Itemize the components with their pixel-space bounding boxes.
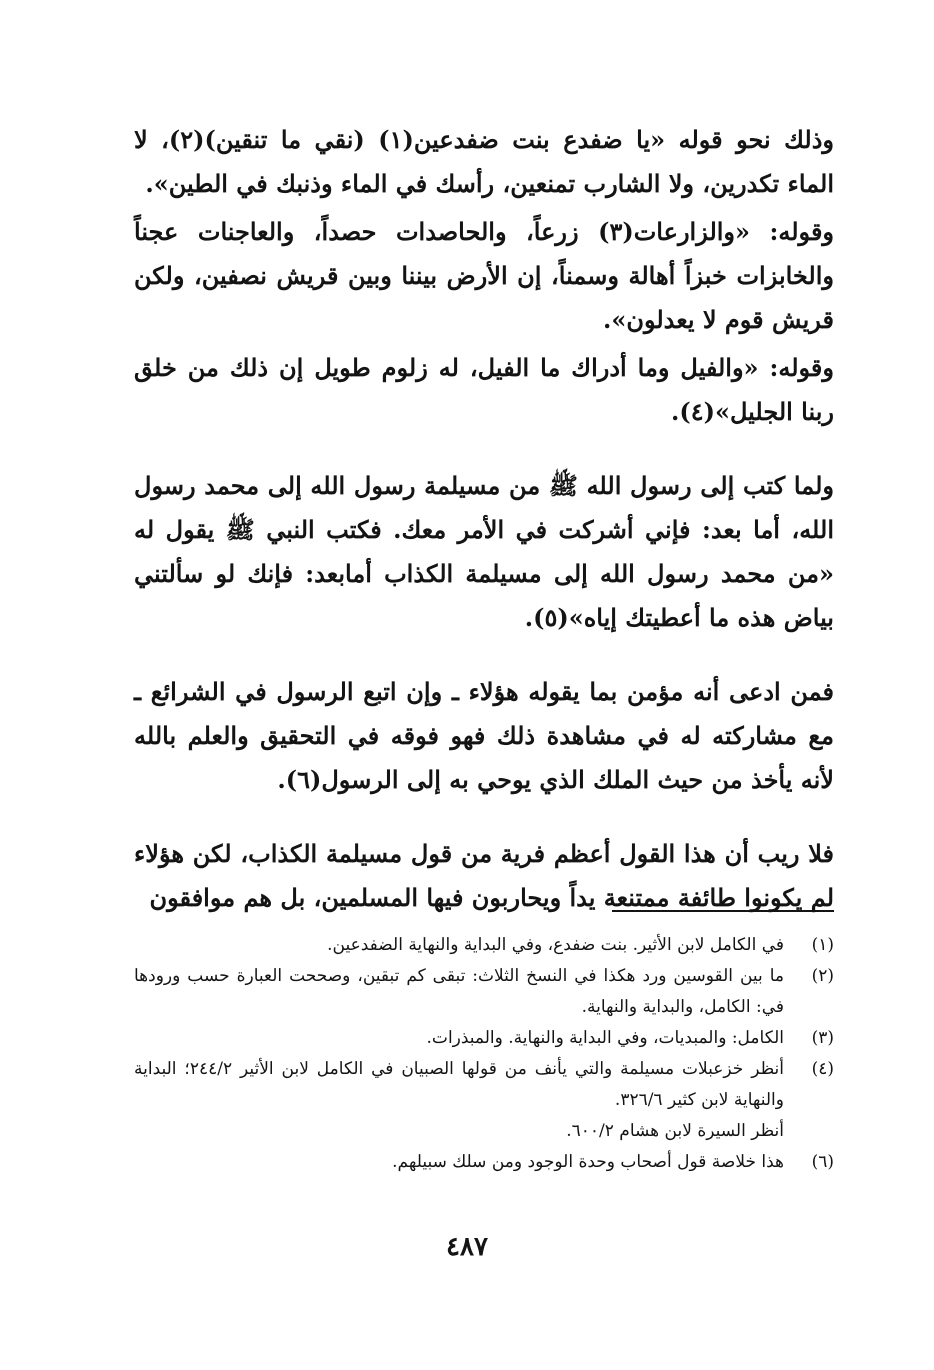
footnote-number: (٣) [811,1028,834,1048]
footnotes [134,930,834,1178]
paragraph-1: وذلك نحو قوله «يا ضفدع بنت ضفدعين(١) (نقي ما تنقين)(٢)، لا الماء تكدرين، ولا الشارب تمنعين، رأسك في الماء وذنبك في الطين». [134,125,834,198]
footnote-text: في الكامل لابن الأثير. بنت ضفدع، وفي البداية والنهاية الضفدعين. [327,935,784,955]
paragraph-6: فلا ريب أن هذا القول أعظم فرية من قول مسيلمة الكذاب، لكن هؤلاء لم يكونوا طائفة ممتنعة يداً ويحاربون فيها المسلمين، بل هم موافقون [134,839,834,912]
page-number: ٤٨٧ [446,1232,488,1262]
footnote-text: أنظر السيرة لابن هشام ٦٠٠/٢. [566,1121,784,1141]
paragraph-2: وقوله: «والزارعات(٣) زرعاً، والحاصدات حصداً، والعاجنات عجناً والخابزات خبزاً أهالة وسمناً، إن الأرض بيننا وبين قريش نصفين، ولكن قريش قوم لا يعدلون». [134,217,835,334]
footnote-number: (١) [811,935,834,955]
footnote-number: (٦) [811,1152,834,1172]
footnote-2 [134,961,834,1023]
footnote-4 [134,1054,834,1116]
footnote-number [784,1116,834,1147]
paragraph-4: ولما كتب إلى رسول الله ﷺ من مسيلمة رسول الله إلى محمد رسول الله، أما بعد: فإني أشركت في الأمر معك. فكتب النبي ﷺ يقول له «من محمد رسول الله إلى مسيلمة الكذاب أمابعد: فإنك لو سألتني بياض هذه ما أعطيتك إياه»(٥). [134,471,834,632]
footnote-3 [134,1023,834,1054]
footnote-divider [612,910,834,912]
footnote-text: الكامل: والمبديات، وفي البداية والنهاية. والمبذرات. [426,1028,784,1048]
footnote-number: (٢) [811,966,834,986]
paragraph-3: وقوله: «والفيل وما أدراك ما الفيل، له زلوم طويل إن ذلك من خلق ربنا الجليل»(٤). [134,353,834,426]
footnote-text: أنظر خزعبلات مسيلمة والتي يأنف من قولها الصبيان في الكامل لابن الأثير ٢٤٤/٢؛ البداية والنهاية لابن كثير ٣٢٦/٦. [134,1059,784,1110]
footnote-number: (٤) [811,1059,834,1079]
footnote-5 [134,1116,834,1147]
footnote-text: ما بين القوسين ورد هكذا في النسخ الثلاث: تبقى كم تبقين، وصححت العبارة حسب ورودها في: الكامل، والبداية والنهاية. [134,966,784,1017]
paragraph-5: فمن ادعى أنه مؤمن بما يقوله هؤلاء ـ وإن اتبع الرسول في الشرائع ـ مع مشاركته له في مشاهدة ذلك فهو فوقه في التحقيق والعلم بالله لأنه يأخذ من حيث الملك الذي يوحي به إلى الرسول(٦). [134,677,834,794]
footnote-6 [134,1147,834,1178]
main-text [134,118,834,920]
footnote-1 [134,930,834,961]
footnote-text: هذا خلاصة قول أصحاب وحدة الوجود ومن سلك سبيلهم. [392,1152,784,1172]
